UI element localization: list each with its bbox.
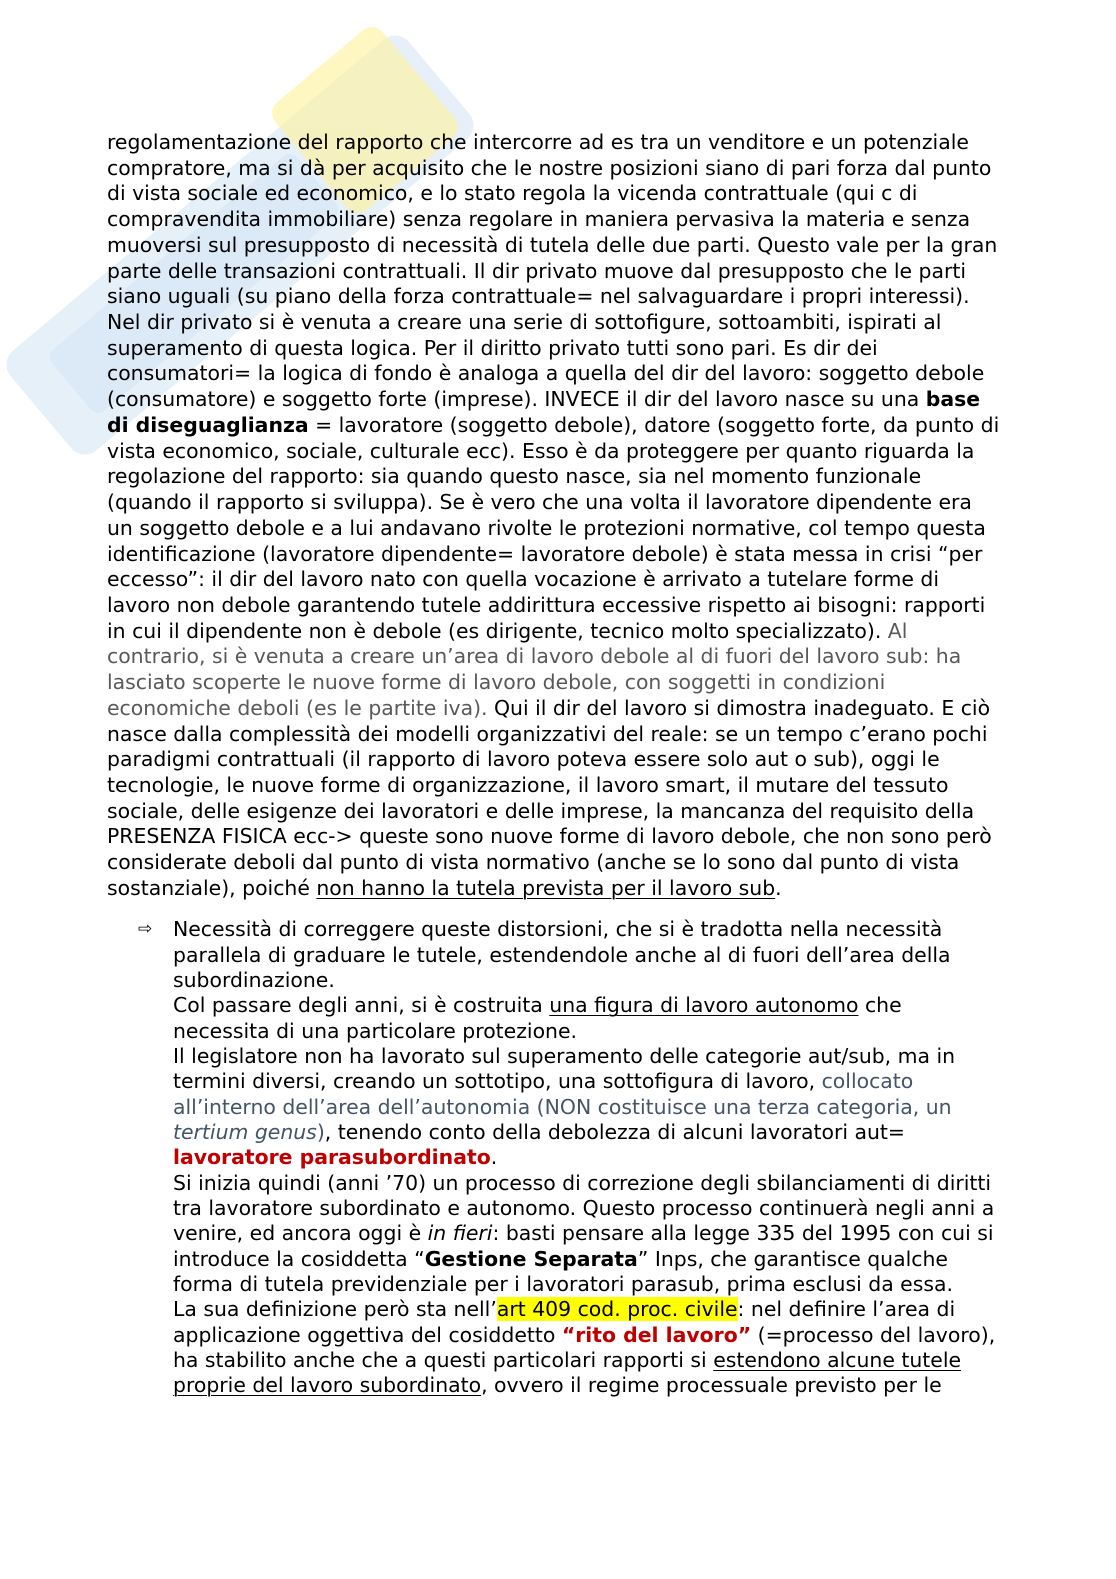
text-line: vista economico, sociale, culturale ecc). Esso è da proteggere per quanto riguarda la (107, 438, 975, 463)
text-run: : basti pensare alla legge 335 del 1995 con cui si (492, 1221, 994, 1246)
text-line: Il legislatore non ha lavorato sul superamento delle categorie aut/sub, ma in (173, 1043, 956, 1068)
text-run: termini diversi, creando un sottotipo, una sottofigura di lavoro, (173, 1069, 822, 1094)
gray-text: Al (887, 618, 908, 643)
text-line (107, 413, 999, 439)
blue-gray-text: collocato (821, 1069, 914, 1094)
bold-text: Gestione Separata (424, 1246, 638, 1271)
text-line (173, 1348, 995, 1373)
text-run: ” Inps, che garantisce qualche (637, 1246, 948, 1271)
text-line (173, 1297, 995, 1322)
text-line (173, 1069, 995, 1094)
text-run: venire, ed ancora oggi è (173, 1221, 428, 1246)
text-run: , ovvero il regime processuale previsto per le (481, 1373, 942, 1398)
text-line (107, 619, 999, 645)
text-run: . (775, 875, 782, 900)
text-line (173, 1373, 995, 1398)
text-line (107, 696, 999, 722)
text-line (173, 1145, 995, 1170)
italic-text: tertium genus (173, 1119, 317, 1144)
text-line: Necessità di correggere queste distorsioni, che si è tradotta nella necessità (173, 917, 943, 942)
italic-text: in fieri (427, 1221, 493, 1246)
text-run: ha stabilito anche che a questi particolari rapporti si (173, 1347, 714, 1372)
text-run: Col passare degli anni, si è costruita (173, 993, 550, 1018)
text-line: consumatori= la logica di fondo è analoga a quella del dir del lavoro: soggetto debole (107, 361, 985, 386)
text-line (107, 387, 999, 413)
text-line: siano uguali (su piano della forza contrattuale= nel salvaguardare i propri interessi). (107, 284, 970, 309)
text-line: nasce dalla complessità dei modelli organizzativi del reale: se un tempo c’erano pochi (107, 721, 988, 746)
underlined-text: estendono alcune tutele (713, 1347, 962, 1372)
text-line: (quando il rapporto si sviluppa). Se è vero che una volta il lavoratore dipendente era (107, 490, 972, 515)
text-run: (consumatore) e soggetto forte (imprese). INVECE il dir del lavoro nasce su una (107, 387, 926, 412)
text-line (173, 1247, 995, 1272)
arrow-bullet-icon: ⇨ (138, 919, 153, 940)
text-run: . (490, 1145, 498, 1170)
text-line: regolazione del rapporto: sia quando questo nasce, sia nel momento funzionale (107, 464, 922, 489)
text-run: (=processo del lavoro), (751, 1322, 996, 1347)
text-line: Nel dir privato si è venuta a creare una serie di sottofigure, sottoambiti, ispirati al (107, 310, 942, 335)
text-run: sostanziale), poiché (107, 875, 317, 900)
text-run: Qui il dir del lavoro si dimostra inadeguato. E ciò (487, 695, 991, 720)
red-bold-text: “rito del lavoro” (561, 1322, 752, 1347)
text-line: compravendita immobiliare) senza regolare in maniera pervasiva la materia e senza (107, 207, 971, 232)
text-line: un soggetto debole e a lui andavano rivolte le protezioni normative, col tempo questa (107, 515, 986, 540)
text-line: compratore, ma si dà per acquisito che le nostre posizioni siano di pari forza dal punto (107, 155, 992, 180)
text-run: : nel definire l’area di (737, 1297, 956, 1322)
underlined-text: proprie del lavoro subordinato (173, 1373, 482, 1398)
red-bold-text: lavoratore parasubordinato (173, 1145, 491, 1170)
text-line: tra lavoratore subordinato e autonomo. Questo processo continuerà negli anni a (173, 1195, 995, 1220)
text-line: di vista sociale ed economico, e lo stato regola la vicenda contrattuale (qui c di (107, 181, 918, 206)
text-line (107, 876, 999, 902)
text-line: regolamentazione del rapporto che intercorre ad es tra un venditore e un potenziale (107, 130, 969, 154)
bullet-item (173, 917, 995, 1398)
text-line: tecnologie, le nuove forme di organizzazione, il lavoro smart, il mutare del tessuto (107, 772, 949, 797)
text-line: subordinazione. (173, 967, 335, 992)
gray-text: economiche deboli (es le partite iva). (107, 695, 488, 720)
text-line (173, 1323, 995, 1348)
text-line: superamento di questa logica. Per il diritto privato tutti sono pari. Es dir dei (107, 335, 878, 360)
underlined-text: non hanno la tutela prevista per il lavoro sub (316, 875, 776, 900)
text-line: parte delle transazioni contrattuali. Il dir privato muove dal presupposto che le parti (107, 258, 967, 283)
text-line: muoversi sul presupposto di necessità di tutela delle due parti. Questo vale per la gran (107, 232, 998, 257)
text-line: sociale, delle esigenze dei lavoratori e delle imprese, la mancanza del requisito della (107, 798, 975, 823)
text-line: PRESENZA FISICA ecc-> queste sono nuove forme di lavoro debole, che non sono però (107, 824, 992, 849)
text-run: La sua definizione però sta nell’ (173, 1297, 497, 1322)
text-line: parallela di graduare le tutele, estendendole anche al di fuori dell’area della (173, 942, 951, 967)
text-line: identificazione (lavoratore dipendente= lavoratore debole) è stata messa in crisi “per (107, 541, 983, 566)
text-line: forma di tutela previdenziale per i lavoratori parasub, prima esclusi da essa. (173, 1271, 953, 1296)
text-run: che (858, 993, 902, 1018)
text-run: in cui il dipendente non è debole (es dirigente, tecnico molto specializzato). (107, 618, 888, 643)
body-paragraph (107, 130, 999, 902)
blue-gray-text-line: all’interno dell’area dell’autonomia (NON costituisce una terza categoria, un (173, 1094, 952, 1119)
bold-text: di diseguaglianza (107, 412, 309, 437)
text-run: introduce la cosiddetta “ (173, 1246, 425, 1271)
gray-text-line: contrario, si è venuta a creare un’area di lavoro debole al di fuori del lavoro sub: ha (107, 644, 962, 669)
text-line: necessita di una particolare protezione. (173, 1018, 577, 1043)
text-run: applicazione oggettiva del cosiddetto (173, 1322, 562, 1347)
text-line: eccesso”: il dir del lavoro nato con quella vocazione è arrivato a tutelare forme di (107, 567, 940, 592)
text-line (173, 993, 995, 1018)
underlined-text: una figura di lavoro autonomo (549, 993, 859, 1018)
text-line: lavoro non debole garantendo tutele addirittura eccessive rispetto ai bisogni: rapporti (107, 592, 986, 617)
text-line: paradigmi contrattuali (il rapporto di lavoro poteva essere solo aut o sub), oggi le (107, 747, 940, 772)
text-line: Si inizia quindi (anni ’70) un processo di correzione degli sbilanciamenti di diritti (173, 1170, 992, 1195)
bold-text: base (925, 387, 981, 412)
text-line (173, 1221, 995, 1246)
blue-gray-text: ) (316, 1119, 325, 1144)
text-line: considerate deboli dal punto di vista normativo (anche se lo sono dal punto di vista (107, 850, 960, 875)
text-line (173, 1120, 995, 1145)
text-run: = lavoratore (soggetto debole), datore (soggetto forte, da punto di (308, 412, 1000, 437)
text-run: , tenendo conto della debolezza di alcuni lavoratori aut= (324, 1119, 905, 1144)
highlighted-text: art 409 cod. proc. civile (496, 1297, 738, 1322)
gray-text-line: lasciato scoperte le nuove forme di lavoro debole, con soggetti in condizioni (107, 670, 886, 695)
